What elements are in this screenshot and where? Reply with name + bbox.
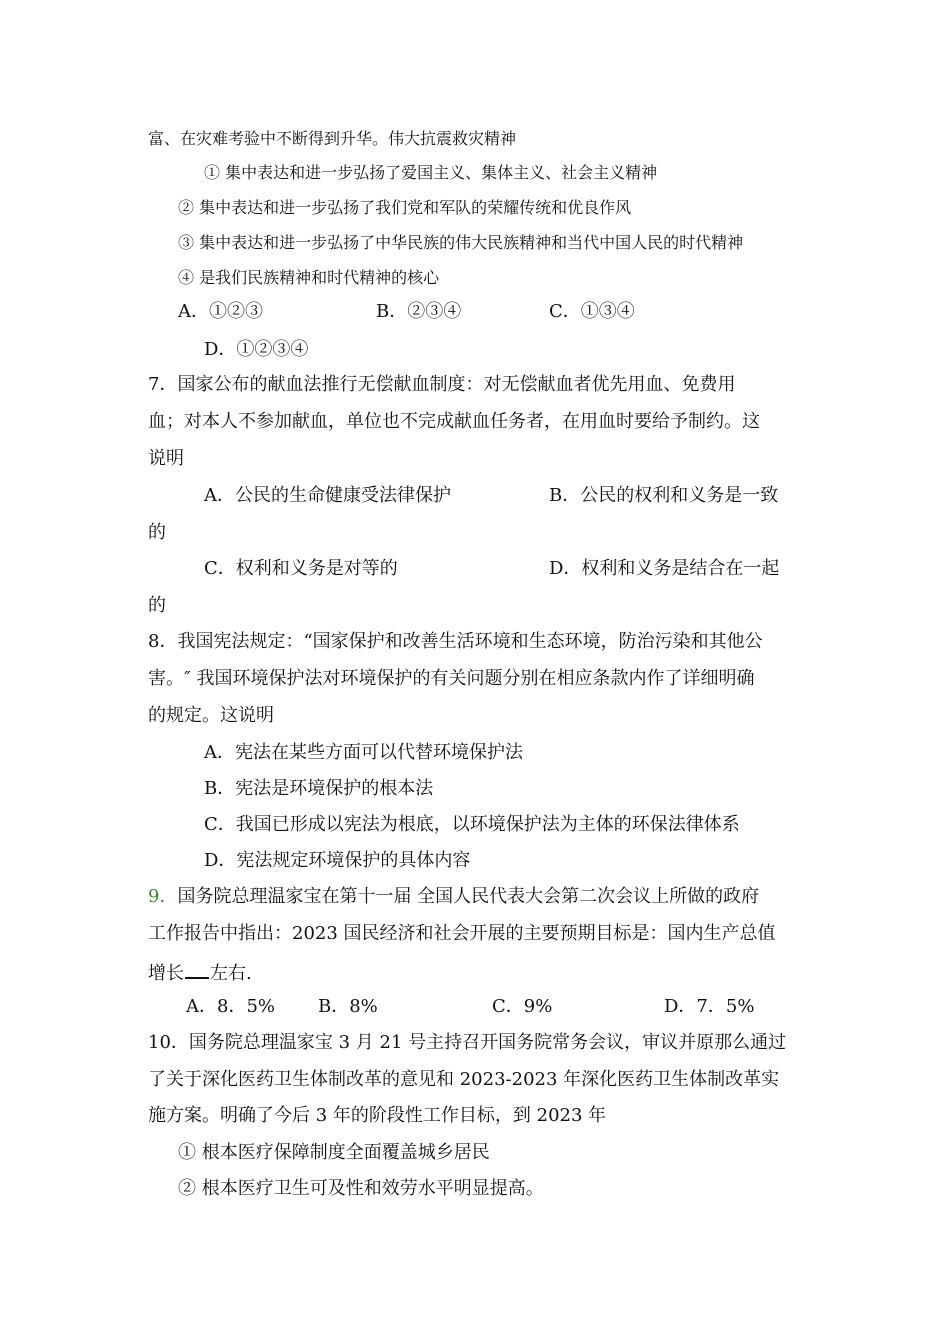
q9-stem-line-1: [148, 885, 759, 909]
q7-stem-line-1: 7．国家公布的献血法推行无偿献血制度：对无偿献血者优先用血、免费用: [148, 374, 736, 395]
q6-option-2: ② 集中表达和进一步弘扬了我们党和军队的荣耀传统和优良作风: [178, 198, 632, 217]
q9-stem-prefix: 增长: [148, 963, 184, 984]
q9-choice-c: C．9%: [492, 996, 553, 1017]
q10-stem-line-1: 10．国务院总理温家宝 3 月 21 号主持召开国务院常务会议，审议并原那么通过: [148, 1032, 787, 1053]
q6-choice-c: C．①③④: [549, 301, 635, 322]
q6-choice-b: B．②③④: [376, 301, 462, 322]
q7-choice-d: D．权利和义务是结合在一起: [549, 558, 780, 579]
q9-stem-suffix: 左右.: [210, 963, 252, 984]
q10-option-1: ① 根本医疗保障制度全面覆盖城乡居民: [178, 1142, 490, 1163]
q7-stem-line-3: 说明: [148, 448, 184, 469]
q9-choice-b: B．8%: [318, 996, 378, 1017]
q9-choice-a: A．8．5%: [186, 996, 276, 1017]
q8-choice-d: D．宪法规定环境保护的具体内容: [204, 850, 471, 871]
q6-choice-d: D．①②③④: [204, 339, 309, 360]
q6-choice-a: A．①②③: [178, 301, 263, 322]
q9-number: 9．: [148, 886, 178, 907]
q7-stem-line-2: 血；对本人不参加献血，单位也不完成献血任务者，在用血时要给予制约。这: [148, 411, 760, 432]
q8-stem-line-3: 的规定。这说明: [148, 705, 274, 726]
q9-stem-text: 国务院总理温家宝在第十一届 全国人民代表大会第二次会议上所做的政府: [177, 886, 760, 907]
text-line: 富、在灾难考验中不断得到升华。伟大抗震救灾精神: [148, 129, 517, 148]
q6-option-3: ③ 集中表达和进一步弘扬了中华民族的伟大民族精神和当代中国人民的时代精神: [178, 233, 744, 252]
q10-option-2: ② 根本医疗卫生可及性和效劳水平明显提高。: [178, 1178, 544, 1199]
q8-stem-line-2: 害。″ 我国环境保护法对环境保护的有关问题分别在相应条款内作了详细明确: [148, 668, 755, 689]
q8-choice-c: C．我国已形成以宪法为根底，以环境保护法为主体的环保法律体系: [204, 814, 740, 835]
q7-choice-b-cont: 的: [148, 522, 166, 543]
q6-option-4: ④ 是我们民族精神和时代精神的核心: [178, 268, 440, 287]
q7-choice-b: B．公民的权利和义务是一致: [549, 485, 779, 506]
answer-blank: [185, 959, 209, 979]
q10-stem-line-3: 施方案。明确了今后 3 年的阶段性工作目标，到 2023 年: [148, 1105, 607, 1126]
q7-choice-c: C．权利和义务是对等的: [204, 558, 398, 579]
q9-choice-d: D．7．5%: [664, 996, 755, 1017]
q10-stem-line-2: 了关于深化医药卫生体制改革的意见和 2023-2023 年深化医药卫生体制改革实: [148, 1069, 780, 1090]
q6-option-1: ① 集中表达和进一步弘扬了爱国主义、集体主义、社会主义精神: [204, 163, 658, 182]
q8-choice-b: B．宪法是环境保护的根本法: [204, 778, 434, 799]
q8-stem-line-1: 8．我国宪法规定：“国家保护和改善生活环境和生态环境，防治污染和其他公: [148, 631, 763, 652]
q7-choice-a: A．公民的生命健康受法律保护: [204, 485, 451, 506]
q8-choice-a: A．宪法在某些方面可以代替环境保护法: [204, 742, 523, 763]
q9-stem-line-3: [148, 959, 252, 986]
q7-choice-d-cont: 的: [148, 595, 166, 616]
q9-stem-line-2: 工作报告中指出：2023 国民经济和社会开展的主要预期目标是：国内生产总值: [148, 923, 776, 944]
